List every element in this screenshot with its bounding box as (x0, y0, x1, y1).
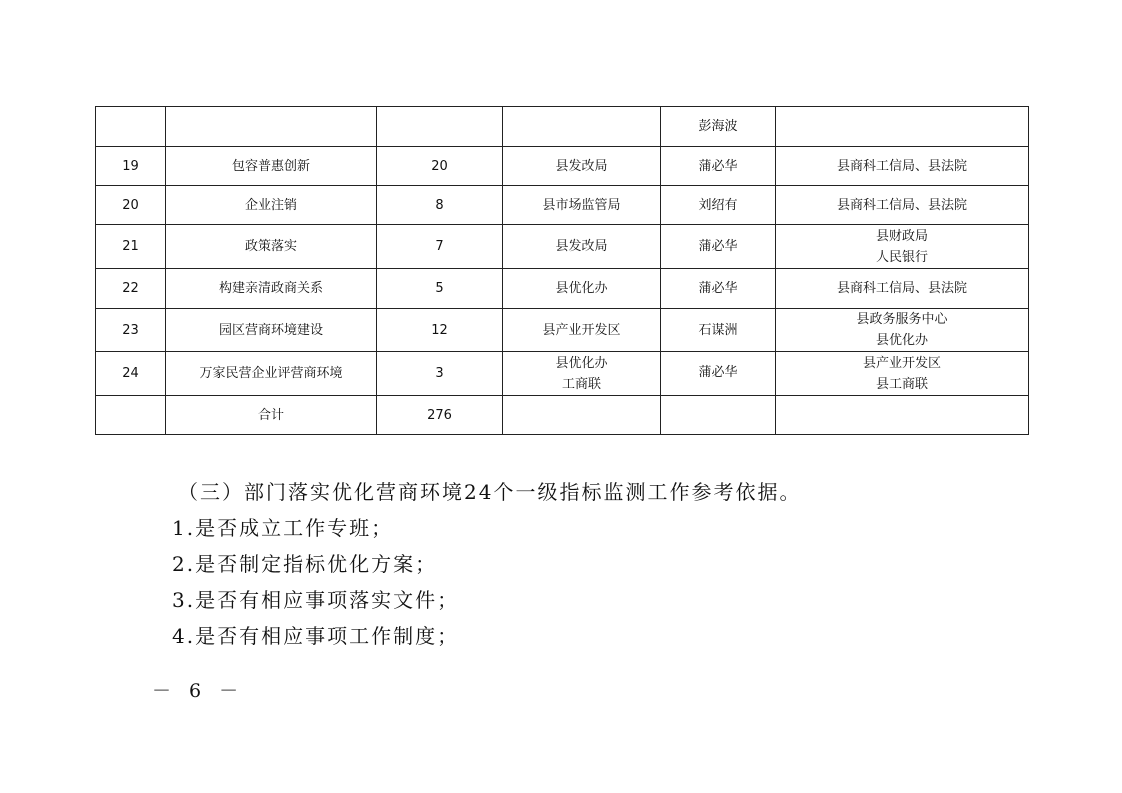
cell-coop (776, 225, 1029, 269)
coop-line: 县商科工信局、县法院 (836, 197, 967, 213)
cell-no (96, 396, 166, 435)
cell-score: 3 (377, 352, 503, 396)
cell-coop (776, 352, 1029, 396)
cell-lead (503, 147, 661, 186)
cell-contact: 蒲必华 (661, 147, 776, 186)
coop-line: 县财政局 (875, 228, 928, 244)
table-row (96, 225, 1029, 269)
cell-contact: 蒲必华 (661, 269, 776, 309)
cell-score: 20 (377, 147, 503, 186)
cell-no: 19 (96, 147, 166, 186)
cell-indicator: 园区营商环境建设 (166, 309, 377, 352)
cell-coop (776, 309, 1029, 352)
cell-lead (503, 107, 661, 147)
cell-coop (776, 396, 1029, 435)
cell-no (96, 107, 166, 147)
cell-contact: 蒲必华 (661, 352, 776, 396)
table-row (96, 352, 1029, 396)
cell-contact: 蒲必华 (661, 225, 776, 269)
cell-lead (503, 225, 661, 269)
table-row (96, 107, 1029, 147)
cell-lead (503, 352, 661, 396)
table-row (96, 147, 1029, 186)
cell-lead (503, 186, 661, 225)
table-row (96, 186, 1029, 225)
coop-line: 县优化办 (875, 333, 928, 348)
lead-line: 县产业开发区 (542, 322, 621, 338)
cell-indicator: 合计 (166, 396, 377, 435)
page-number: － 6 － (152, 680, 245, 702)
cell-score: 8 (377, 186, 503, 225)
lead-line: 县优化办 (555, 355, 608, 371)
cell-contact: 彭海波 (661, 107, 776, 147)
paragraph-item-1: 1.是否成立工作专班； (172, 516, 394, 540)
coop-line: 县工商联 (875, 376, 928, 392)
cell-score: 7 (377, 225, 503, 269)
cell-coop (776, 186, 1029, 225)
coop-line: 县商科工信局、县法院 (836, 281, 967, 296)
paragraph-heading: （三）部门落实优化营商环境24个一级指标监测工作参考依据。 (178, 480, 802, 504)
coop-line: 人民银行 (875, 249, 928, 265)
lead-line: 县市场监管局 (542, 197, 621, 213)
coop-line: 县商科工信局、县法院 (836, 158, 967, 174)
cell-indicator (166, 107, 377, 147)
cell-no: 20 (96, 186, 166, 225)
cell-coop (776, 107, 1029, 147)
indicator-table (95, 106, 1029, 435)
cell-coop (776, 269, 1029, 309)
lead-line: 县发改局 (555, 158, 608, 174)
paragraph-item-2: 2.是否制定指标优化方案； (172, 552, 438, 576)
cell-contact: 石谋洲 (661, 309, 776, 352)
cell-score: 5 (377, 269, 503, 309)
cell-no: 21 (96, 225, 166, 269)
coop-line: 县产业开发区 (862, 355, 941, 371)
cell-score: 12 (377, 309, 503, 352)
cell-lead (503, 309, 661, 352)
cell-indicator: 构建亲清政商关系 (166, 269, 377, 309)
table-body (96, 107, 1029, 435)
table-row (96, 396, 1029, 435)
cell-no: 24 (96, 352, 166, 396)
cell-indicator: 政策落实 (166, 225, 377, 269)
lead-line: 县优化办 (555, 281, 608, 296)
coop-line: 县政务服务中心 (856, 312, 948, 327)
cell-score: 276 (377, 396, 503, 435)
cell-contact (661, 396, 776, 435)
cell-indicator: 万家民营企业评营商环境 (166, 352, 377, 396)
paragraph-item-3: 3.是否有相应事项落实文件； (172, 588, 460, 612)
cell-no: 22 (96, 269, 166, 309)
cell-no: 23 (96, 309, 166, 352)
cell-indicator: 包容普惠创新 (166, 147, 377, 186)
cell-indicator: 企业注销 (166, 186, 377, 225)
cell-contact: 刘绍有 (661, 186, 776, 225)
cell-coop (776, 147, 1029, 186)
paragraph-item-4: 4.是否有相应事项工作制度； (172, 624, 460, 648)
cell-lead (503, 269, 661, 309)
cell-score (377, 107, 503, 147)
table-row (96, 269, 1029, 309)
table-row (96, 309, 1029, 352)
cell-lead (503, 396, 661, 435)
lead-line: 工商联 (561, 376, 601, 392)
lead-line: 县发改局 (555, 239, 608, 254)
